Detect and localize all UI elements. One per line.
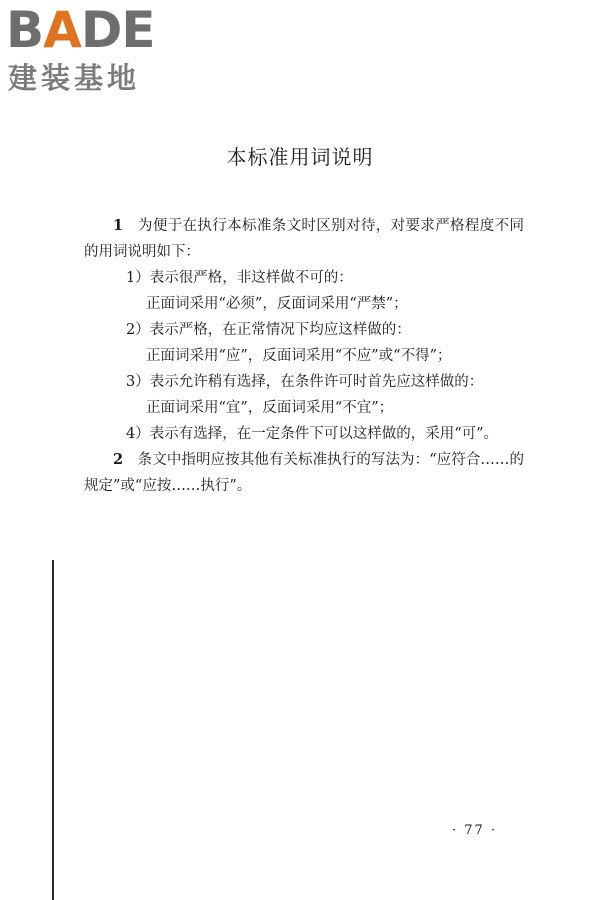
logo-letters-de: DE [80, 1, 155, 59]
clause-2 [84, 447, 524, 499]
logo-wordmark [6, 1, 155, 59]
document-body [84, 213, 524, 499]
page-title: 本标准用词说明 [226, 145, 374, 169]
clause-1-number: 1 [113, 217, 124, 234]
bade-logo [6, 1, 176, 96]
clause-2-number: 2 [113, 451, 124, 468]
rule-item-2: 2）表示严格，在正常情况下均应这样做的： [126, 322, 411, 338]
clause-1 [84, 213, 524, 265]
rule-item-3-detail: 正面词采用“宜”，反面词采用“不宜”； [146, 400, 394, 416]
binding-line [52, 560, 54, 900]
logo-subtitle: 建装基地 [8, 61, 141, 95]
clause-1-text: 为便于在执行本标准条文时区别对待，对要求严格程度不同的用词说明如下： [84, 218, 524, 260]
rule-item-1-detail: 正面词采用“必须”，反面词采用“严禁”； [146, 296, 408, 312]
logo-letter-a: A [43, 1, 81, 59]
page-number: · 77 · [452, 823, 498, 838]
logo-letter-b: B [6, 1, 44, 59]
rule-item-4: 4）表示有选择，在一定条件下可以这样做的，采用“可”。 [126, 426, 499, 442]
clause-2-text: 条文中指明应按其他有关标准执行的写法为：“应符合……的规定”或“应按……执行”。 [84, 452, 524, 494]
rule-item-2-detail: 正面词采用“应”，反面词采用“不应”或“不得”； [146, 348, 452, 364]
rule-item-3: 3）表示允许稍有选择，在条件许可时首先应这样做的： [126, 374, 484, 390]
rule-item-1: 1）表示很严格，非这样做不可的： [126, 270, 353, 286]
